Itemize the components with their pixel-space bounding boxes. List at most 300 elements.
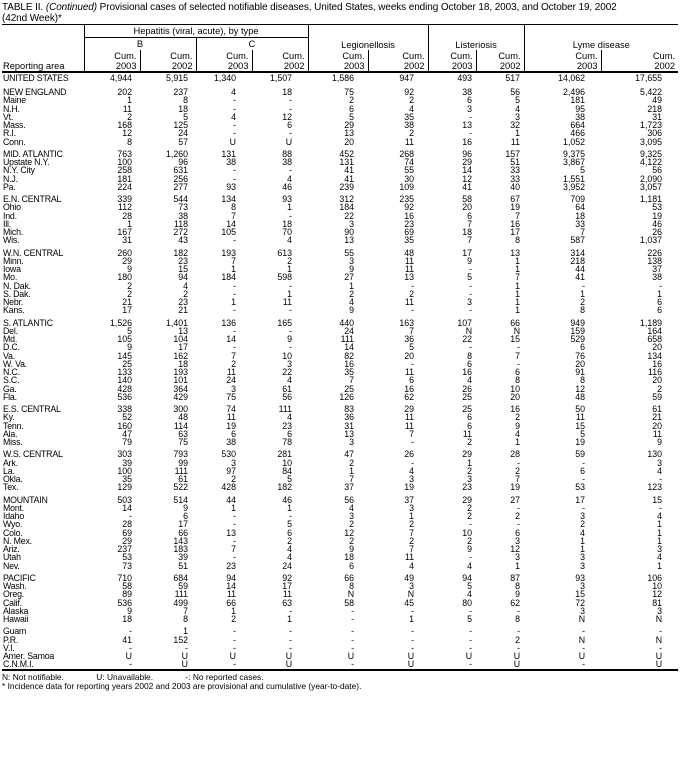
value-cell: 48 bbox=[178, 412, 188, 423]
value-cell: 1 bbox=[287, 614, 293, 624]
value-cell: 89 bbox=[122, 589, 132, 600]
value-cell: 949 bbox=[570, 317, 586, 328]
value-cell: U bbox=[513, 659, 521, 670]
value-cell: 303 bbox=[117, 449, 132, 460]
value-cell: 64 bbox=[575, 202, 586, 213]
value-cell: 6 bbox=[515, 527, 521, 538]
value-cell: 48 bbox=[575, 391, 586, 402]
legionellosis-header: Legionellosis bbox=[308, 25, 428, 51]
value-cell: 109 bbox=[399, 181, 415, 192]
value-cell: - bbox=[233, 342, 236, 353]
value-cell: 16 bbox=[344, 358, 355, 369]
value-cell: 3 bbox=[515, 535, 521, 546]
value-cell: 157 bbox=[505, 148, 521, 159]
value-cell: 23 bbox=[178, 255, 188, 266]
value-cell: 29 bbox=[462, 494, 473, 505]
value-cell: 11 bbox=[575, 412, 586, 423]
value-cell: 7 bbox=[409, 544, 415, 554]
value-cell: U bbox=[125, 651, 132, 661]
value-cell: - bbox=[411, 305, 415, 316]
value-cell: U bbox=[285, 659, 293, 670]
reporting-area-cell: N.Y. City bbox=[3, 165, 35, 176]
value-cell: 40 bbox=[510, 181, 521, 192]
reporting-area-cell: N. Mex. bbox=[3, 535, 32, 546]
value-cell: 72 bbox=[575, 597, 586, 608]
value-cell: 29 bbox=[462, 449, 473, 460]
value-cell: 69 bbox=[122, 527, 132, 538]
value-cell: 364 bbox=[173, 383, 188, 394]
value-cell: 29 bbox=[122, 535, 132, 546]
value-cell: 429 bbox=[173, 391, 188, 402]
reporting-area-cell: Mass. bbox=[3, 120, 26, 130]
table-row bbox=[2, 220, 678, 228]
value-cell: 27 bbox=[510, 494, 521, 505]
value-cell: N bbox=[513, 325, 521, 336]
value-cell: 19 bbox=[510, 202, 521, 213]
value-cell: - bbox=[233, 552, 236, 563]
value-cell: 1 bbox=[515, 297, 521, 307]
table-row bbox=[2, 652, 678, 660]
value-cell: - bbox=[233, 511, 236, 521]
table-row bbox=[2, 483, 678, 491]
value-cell: 21 bbox=[122, 297, 132, 307]
table-row bbox=[2, 393, 678, 401]
value-cell: 1 bbox=[231, 297, 236, 307]
reporting-area-cell: Utah bbox=[3, 552, 21, 563]
value-cell: 5 bbox=[467, 272, 473, 283]
value-cell: 66 bbox=[178, 527, 188, 538]
value-cell: 105 bbox=[117, 334, 132, 344]
value-cell: - bbox=[659, 474, 663, 484]
value-cell: 41 bbox=[344, 173, 355, 184]
table-row bbox=[2, 574, 678, 582]
value-cell: - bbox=[233, 659, 236, 670]
value-cell: - bbox=[289, 280, 293, 291]
value-cell: 49 bbox=[652, 95, 663, 106]
table-row bbox=[2, 644, 678, 652]
footnote-no-cases: -: No reported cases. bbox=[185, 671, 264, 682]
value-cell: 123 bbox=[647, 482, 663, 493]
value-cell: 61 bbox=[652, 404, 663, 414]
value-cell: 97 bbox=[226, 465, 236, 476]
value-cell: 15 bbox=[178, 264, 188, 274]
value-cell: 529 bbox=[570, 334, 586, 344]
value-cell: 226 bbox=[647, 247, 663, 258]
value-cell: 1 bbox=[515, 560, 521, 571]
value-cell: 94 bbox=[178, 272, 188, 283]
value-cell: 9 bbox=[127, 342, 132, 353]
value-cell: - bbox=[469, 128, 473, 139]
value-cell: 67 bbox=[510, 194, 521, 204]
value-cell: 10 bbox=[462, 527, 473, 538]
value-cell: 7 bbox=[349, 375, 355, 386]
reporting-area-cell: Alaska bbox=[3, 605, 29, 616]
value-cell: 33 bbox=[510, 165, 521, 176]
value-cell: 94 bbox=[462, 572, 473, 583]
reporting-area-cell: Tenn. bbox=[3, 420, 24, 431]
value-cell: 29 bbox=[344, 120, 355, 130]
value-cell: 51 bbox=[178, 560, 188, 571]
cum-year-header bbox=[84, 50, 140, 72]
value-cell: 9 bbox=[127, 605, 132, 616]
value-cell: 44 bbox=[226, 494, 236, 505]
table-row bbox=[2, 236, 678, 244]
value-cell: 130 bbox=[647, 449, 663, 460]
table-row bbox=[2, 467, 678, 475]
value-cell: 59 bbox=[178, 581, 188, 591]
table-row bbox=[2, 459, 678, 467]
value-cell: 80 bbox=[462, 597, 473, 608]
value-cell: 7 bbox=[409, 428, 415, 439]
value-cell: 3,952 bbox=[563, 181, 586, 192]
table-row bbox=[2, 422, 678, 430]
value-cell: 13 bbox=[344, 235, 355, 246]
value-cell: 6 bbox=[580, 342, 586, 353]
value-cell: 38 bbox=[226, 157, 236, 167]
value-cell: 18 bbox=[178, 358, 188, 369]
value-cell: 5 bbox=[409, 342, 415, 353]
value-cell: 6 bbox=[467, 210, 473, 221]
table-header bbox=[2, 25, 678, 73]
value-cell: 514 bbox=[173, 494, 188, 505]
value-cell: - bbox=[469, 605, 473, 616]
value-cell: 20 bbox=[652, 342, 663, 353]
value-cell: 5,915 bbox=[165, 73, 188, 83]
value-cell: 306 bbox=[647, 128, 663, 139]
value-cell: U bbox=[285, 136, 293, 147]
reporting-area-cell: Wash. bbox=[3, 581, 27, 591]
value-cell: 19 bbox=[510, 482, 521, 493]
reporting-area-cell: Mo. bbox=[3, 272, 18, 283]
reporting-area-cell: N.H. bbox=[3, 103, 20, 114]
value-cell: 93 bbox=[575, 572, 586, 583]
year-label: 2002 bbox=[499, 61, 521, 71]
value-cell: 587 bbox=[570, 235, 586, 246]
value-cell: 1 bbox=[580, 288, 586, 299]
listeriosis-header: Listeriosis bbox=[428, 25, 524, 51]
value-cell: 18 bbox=[282, 218, 293, 229]
value-cell: 9 bbox=[467, 544, 473, 554]
value-cell: 1 bbox=[515, 128, 521, 139]
value-cell: 163 bbox=[399, 317, 415, 328]
value-cell: 29 bbox=[122, 255, 132, 266]
table-row bbox=[2, 537, 678, 545]
value-cell: 3 bbox=[657, 544, 663, 554]
value-cell: 5 bbox=[515, 95, 521, 106]
value-cell: - bbox=[233, 325, 236, 336]
value-cell: 50 bbox=[575, 404, 586, 414]
value-cell: 10 bbox=[652, 581, 663, 591]
value-cell: - bbox=[233, 165, 236, 176]
table-row bbox=[2, 504, 678, 512]
value-cell: 17 bbox=[462, 247, 473, 258]
value-cell: 181 bbox=[570, 95, 586, 106]
value-cell: N bbox=[655, 634, 663, 645]
cum-label: Cum. bbox=[282, 51, 305, 61]
value-cell: - bbox=[517, 342, 521, 353]
value-cell: 13 bbox=[344, 128, 355, 139]
value-cell: 339 bbox=[117, 194, 132, 204]
value-cell: U bbox=[655, 659, 663, 670]
value-cell: 277 bbox=[173, 181, 188, 192]
value-cell: 81 bbox=[652, 597, 663, 608]
value-cell: 56 bbox=[510, 87, 521, 97]
value-cell: 111 bbox=[340, 334, 355, 344]
cum-year-header bbox=[368, 50, 428, 72]
value-cell: 6 bbox=[287, 527, 293, 538]
value-cell: 41 bbox=[122, 634, 132, 645]
value-cell: 239 bbox=[339, 181, 355, 192]
cum-year-header bbox=[524, 50, 601, 72]
value-cell: 36 bbox=[344, 412, 355, 423]
value-cell: N bbox=[407, 589, 415, 600]
reporting-area-cell: Nev. bbox=[3, 560, 20, 571]
value-cell: 18 bbox=[122, 614, 132, 624]
value-cell: 160 bbox=[117, 420, 132, 431]
value-cell: 14 bbox=[226, 581, 236, 591]
value-cell: 7 bbox=[515, 210, 521, 221]
value-cell: - bbox=[289, 305, 293, 316]
value-cell: 6 bbox=[467, 420, 473, 431]
value-cell: - bbox=[582, 474, 586, 484]
value-cell: 14 bbox=[226, 334, 236, 344]
value-cell: 13 bbox=[404, 272, 415, 283]
reporting-area-cell: Ark. bbox=[3, 457, 18, 468]
value-cell: U bbox=[181, 651, 188, 661]
value-cell: 2 bbox=[467, 437, 473, 447]
value-cell: 38 bbox=[652, 272, 663, 283]
value-cell: 116 bbox=[648, 367, 663, 377]
value-cell: 17 bbox=[122, 305, 132, 316]
value-cell: - bbox=[517, 502, 521, 513]
reporting-area-cell: Oreg. bbox=[3, 589, 25, 600]
value-cell: 9 bbox=[349, 264, 355, 274]
value-cell: U bbox=[465, 651, 473, 661]
reporting-area-cell: Idaho bbox=[3, 511, 25, 521]
table-row bbox=[2, 627, 678, 635]
reporting-area-cell: Hawaii bbox=[3, 614, 29, 624]
lyme-disease-header: Lyme disease bbox=[524, 25, 678, 51]
value-cell: 14,062 bbox=[558, 73, 586, 83]
value-cell: 28 bbox=[510, 449, 521, 460]
value-cell: 1,181 bbox=[640, 194, 663, 204]
value-cell: 2 bbox=[287, 255, 293, 266]
value-cell: 4 bbox=[231, 111, 236, 122]
value-cell: 73 bbox=[178, 202, 188, 213]
value-cell: 314 bbox=[570, 247, 586, 258]
value-cell: 74 bbox=[226, 404, 236, 414]
year-label: 2002 bbox=[283, 61, 305, 71]
value-cell: 2 bbox=[127, 288, 132, 299]
table-title bbox=[0, 0, 680, 24]
value-cell: 59 bbox=[652, 391, 663, 402]
value-cell: 2 bbox=[287, 535, 293, 546]
value-cell: - bbox=[129, 659, 132, 670]
reporting-area-cell: Miss. bbox=[3, 437, 23, 447]
value-cell: 10 bbox=[510, 383, 521, 394]
value-cell: 125 bbox=[173, 120, 188, 130]
value-cell: 27 bbox=[344, 272, 355, 283]
value-cell: 11 bbox=[122, 103, 132, 114]
value-cell: 2 bbox=[580, 297, 586, 307]
value-cell: 6 bbox=[349, 560, 355, 571]
value-cell: 79 bbox=[122, 437, 132, 447]
table-row bbox=[2, 636, 678, 644]
value-cell: 129 bbox=[117, 482, 132, 493]
value-cell: 16 bbox=[652, 358, 663, 369]
value-cell: 66 bbox=[344, 572, 355, 583]
value-cell: 76 bbox=[575, 350, 586, 361]
year-label: 2002 bbox=[403, 61, 425, 71]
value-cell: - bbox=[289, 95, 293, 106]
value-cell: 22 bbox=[462, 334, 473, 344]
value-cell: 6 bbox=[287, 120, 293, 130]
value-cell: 493 bbox=[457, 73, 473, 83]
value-cell: 24 bbox=[226, 375, 236, 386]
table-row bbox=[2, 607, 678, 615]
value-cell: 95 bbox=[575, 103, 586, 114]
value-cell: 2 bbox=[515, 634, 521, 645]
value-cell: 7 bbox=[580, 227, 586, 237]
reporting-area-cell: Iowa bbox=[3, 264, 21, 274]
value-cell: 44 bbox=[575, 264, 586, 274]
value-cell: N bbox=[578, 634, 586, 645]
value-cell: 41 bbox=[462, 181, 473, 192]
value-cell: 8 bbox=[349, 581, 355, 591]
value-cell: - bbox=[289, 165, 293, 176]
year-label: 2003 bbox=[576, 61, 598, 71]
reporting-area-cell: V.I. bbox=[3, 642, 15, 653]
value-cell: 7 bbox=[467, 235, 473, 246]
value-cell: 100 bbox=[117, 465, 132, 476]
table-row bbox=[2, 599, 678, 607]
value-cell: 5 bbox=[183, 111, 188, 122]
value-cell: 2 bbox=[349, 95, 355, 106]
value-cell: 16 bbox=[510, 404, 521, 414]
value-cell: 5 bbox=[287, 519, 293, 530]
value-cell: 2 bbox=[127, 280, 132, 291]
value-cell: 1 bbox=[409, 511, 415, 521]
reporting-area-cell: W. Va. bbox=[3, 358, 28, 369]
value-cell: - bbox=[289, 626, 293, 637]
value-cell: 428 bbox=[221, 482, 236, 493]
cum-label: Cum. bbox=[652, 51, 676, 61]
value-cell: - bbox=[469, 626, 473, 637]
reporting-area-cell: Fla. bbox=[3, 391, 17, 402]
value-cell: U bbox=[407, 659, 415, 670]
value-cell: 300 bbox=[173, 404, 188, 414]
value-cell: 1,189 bbox=[640, 317, 663, 328]
title-continued: (Continued) bbox=[45, 2, 97, 13]
value-cell: 37 bbox=[652, 264, 663, 274]
value-cell: 517 bbox=[505, 73, 521, 83]
value-cell: 78 bbox=[282, 437, 293, 447]
value-cell: 7 bbox=[515, 474, 521, 484]
value-cell: 11 bbox=[282, 589, 293, 600]
value-cell: 5 bbox=[349, 111, 355, 122]
value-cell: 2 bbox=[467, 502, 473, 513]
value-cell: 46 bbox=[282, 494, 293, 505]
value-cell: 312 bbox=[339, 194, 355, 204]
reporting-area-cell: Maine bbox=[3, 95, 26, 106]
value-cell: 16 bbox=[404, 383, 415, 394]
value-cell: 91 bbox=[575, 367, 586, 377]
value-cell: 4 bbox=[183, 280, 188, 291]
value-cell: 218 bbox=[647, 103, 663, 114]
value-cell: 6 bbox=[409, 375, 415, 386]
value-cell: - bbox=[351, 634, 355, 645]
value-cell: 56 bbox=[282, 391, 293, 402]
value-cell: - bbox=[129, 511, 132, 521]
value-cell: 19 bbox=[652, 210, 663, 221]
value-cell: 118 bbox=[173, 218, 188, 229]
value-cell: U bbox=[655, 651, 663, 661]
value-cell: - bbox=[469, 634, 473, 645]
cum-year-header bbox=[428, 50, 476, 72]
value-cell: 709 bbox=[570, 194, 586, 204]
reporting-area-cell: N.C. bbox=[3, 367, 20, 377]
value-cell: 1 bbox=[231, 264, 236, 274]
value-cell: 4,122 bbox=[640, 157, 663, 167]
reporting-area-cell: S. Dak. bbox=[3, 288, 31, 299]
value-cell: 1 bbox=[657, 527, 663, 538]
value-cell: 4 bbox=[657, 511, 663, 521]
value-cell: 4 bbox=[657, 465, 663, 476]
value-cell: 14 bbox=[226, 218, 236, 229]
value-cell: 20 bbox=[510, 391, 521, 402]
value-cell: 440 bbox=[339, 317, 355, 328]
value-cell: 62 bbox=[510, 597, 521, 608]
value-cell: 33 bbox=[510, 173, 521, 184]
value-cell: 25 bbox=[344, 383, 355, 394]
table-row bbox=[2, 496, 678, 504]
value-cell: 1 bbox=[127, 95, 132, 106]
value-cell: 61 bbox=[178, 474, 188, 484]
value-cell: - bbox=[659, 502, 663, 513]
year-label: 2003 bbox=[227, 61, 249, 71]
year-label: 2003 bbox=[451, 61, 473, 71]
value-cell: 11 bbox=[226, 367, 236, 377]
value-cell: 18 bbox=[462, 227, 473, 237]
value-cell: - bbox=[233, 280, 236, 291]
value-cell: 111 bbox=[174, 589, 188, 600]
value-cell: 6 bbox=[467, 358, 473, 369]
value-cell: 9 bbox=[349, 544, 355, 554]
value-cell: 193 bbox=[221, 247, 236, 258]
table-row bbox=[2, 335, 678, 343]
value-cell: 32 bbox=[510, 120, 521, 130]
reporting-area-cell: D.C. bbox=[3, 342, 20, 353]
value-cell: - bbox=[469, 111, 473, 122]
value-cell: 11 bbox=[226, 412, 236, 423]
value-cell: N bbox=[655, 614, 663, 624]
value-cell: 11 bbox=[404, 412, 415, 423]
value-cell: 2 bbox=[409, 519, 415, 530]
value-cell: 3 bbox=[409, 581, 415, 591]
value-cell: 37 bbox=[344, 482, 355, 493]
value-cell: 202 bbox=[117, 87, 132, 97]
value-cell: 35 bbox=[344, 367, 355, 377]
value-cell: 3 bbox=[580, 605, 586, 616]
cum-year-header bbox=[140, 50, 196, 72]
value-cell: 145 bbox=[117, 350, 132, 361]
reporting-area-cell: P.R. bbox=[3, 634, 19, 645]
value-cell: U bbox=[347, 651, 355, 661]
value-cell: 536 bbox=[117, 597, 132, 608]
value-cell: 9 bbox=[515, 420, 521, 431]
value-cell: 92 bbox=[404, 202, 415, 213]
value-cell: - bbox=[659, 280, 663, 291]
